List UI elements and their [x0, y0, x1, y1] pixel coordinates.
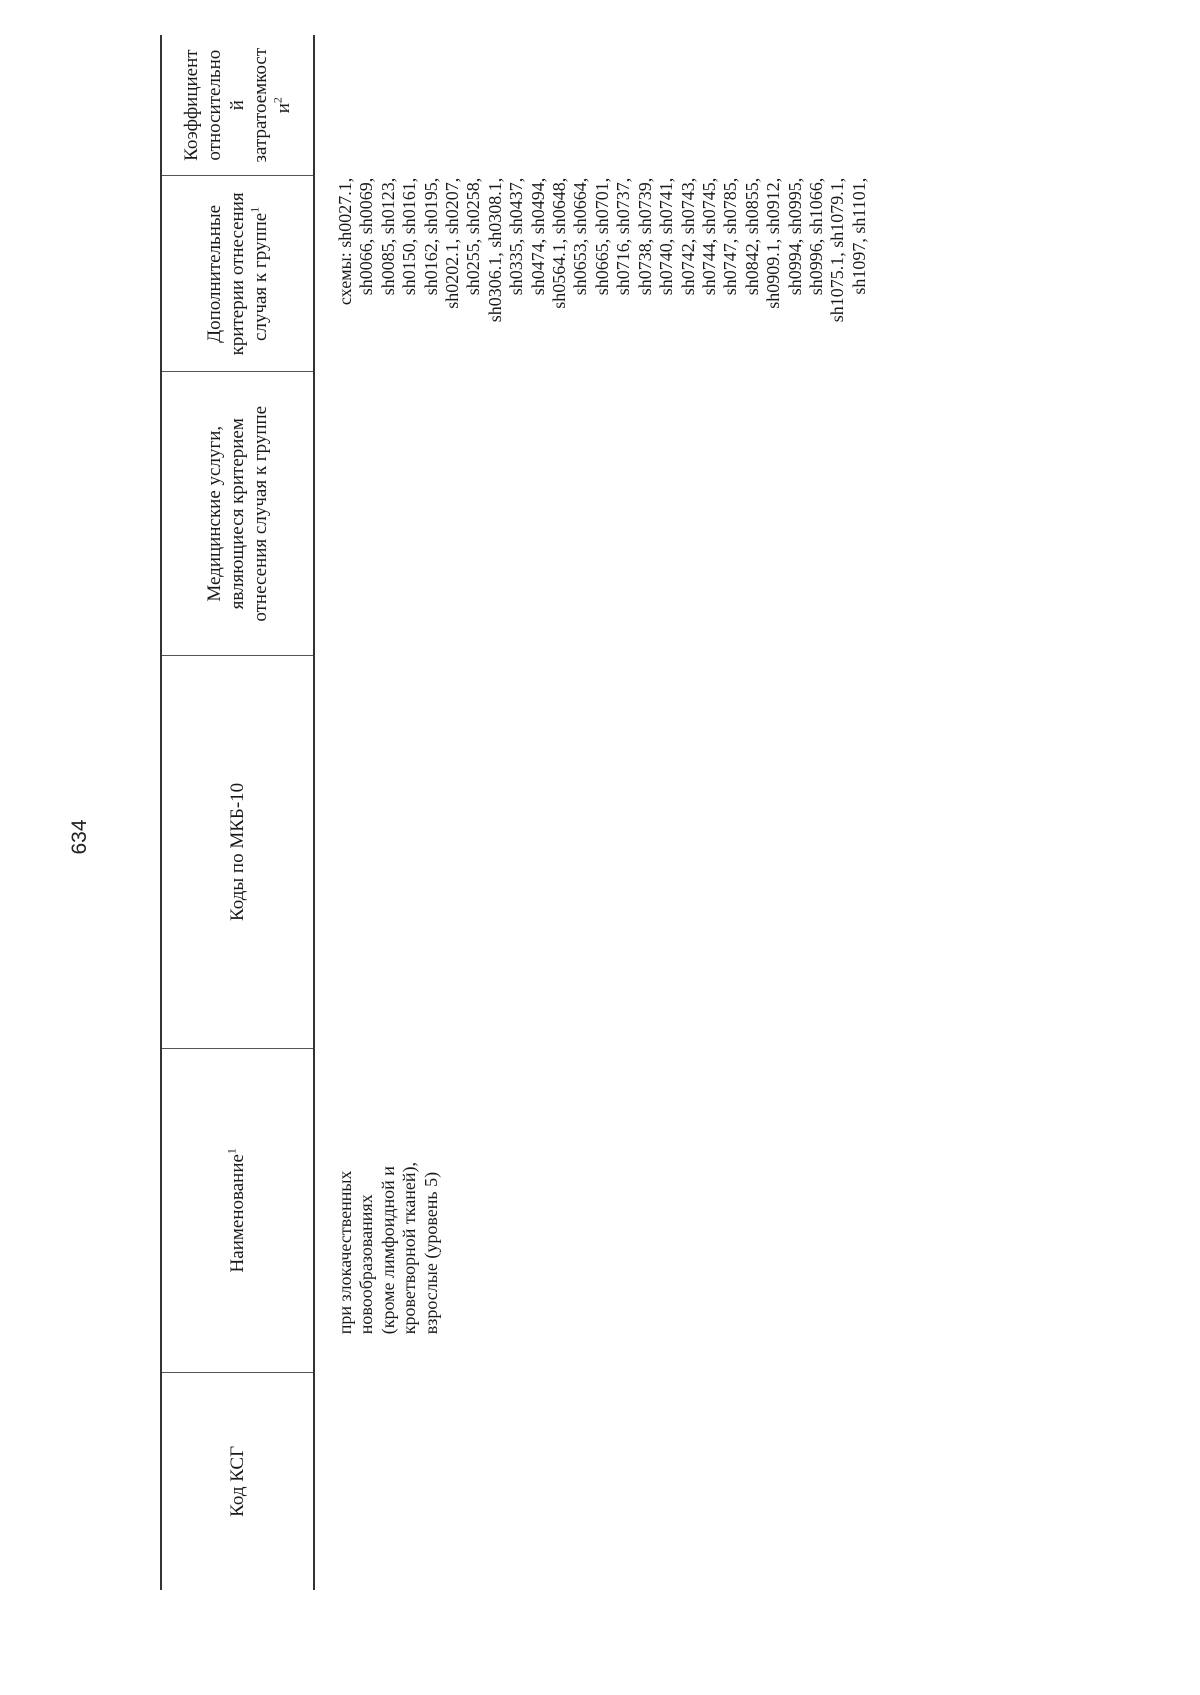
header-koef-line4: и [273, 103, 294, 114]
cell-dop-kriterii [314, 176, 870, 372]
dop-kriterii-line: sh0335, sh0437, [506, 177, 527, 296]
dop-kriterii-line: sh0716, sh0737, [613, 177, 634, 296]
ksg-table [160, 35, 870, 1590]
header-koef-line1: Коэффициент относительно [181, 49, 225, 161]
dop-kriterii-line: sh0474, sh0494, [527, 177, 548, 296]
dop-kriterii-line: sh0742, sh0743, [677, 177, 698, 296]
dop-kriterii-line: sh1097, sh1101, [848, 177, 869, 295]
dop-kriterii-line: sh0202.1, sh0207, [442, 177, 463, 309]
header-koef-line3: затратоемкост [250, 47, 271, 163]
header-dop-kriterii-footnote: 1 [247, 206, 262, 213]
header-kod-ksg [161, 1372, 314, 1590]
dop-kriterii-line: sh0653, sh0664, [570, 177, 591, 296]
page-number: 634 [68, 819, 91, 855]
dop-kriterii-line: sh0306.1, sh0308.1, [484, 177, 505, 323]
naimenovanie-line: новообразованиях [356, 1194, 377, 1335]
header-dop-kriterii [161, 176, 314, 372]
dop-kriterii-line: sh0150, sh0161, [399, 177, 420, 296]
header-naimenovanie-footnote: 1 [224, 1148, 239, 1155]
dop-kriterii-line: sh0994, sh0995, [784, 177, 805, 296]
naimenovanie-line: (кроме лимфоидной и [377, 1166, 398, 1335]
header-naimenovanie [161, 1048, 314, 1372]
dop-kriterii-line: sh0740, sh0741, [656, 177, 677, 296]
cell-kody-mkb [314, 656, 870, 1049]
header-kody-mkb [161, 656, 314, 1049]
naimenovanie-line: при злокачественных [335, 1170, 355, 1335]
header-uslugi [161, 372, 314, 656]
header-dop-kriterii-label: Дополнительные критерии отнесения случая к группе [204, 192, 271, 356]
dop-kriterii-line: sh0996, sh1066, [805, 177, 826, 296]
dop-kriterii-line: sh0255, sh0258, [463, 177, 484, 296]
dop-kriterii-line: sh0738, sh0739, [634, 177, 655, 296]
header-koef-footnote: 2 [270, 97, 285, 104]
header-kody-mkb-label: Коды по МКБ-10 [227, 782, 248, 921]
cell-uslugi [314, 372, 870, 656]
dop-kriterii-line: sh0066, sh0069, [356, 177, 377, 296]
header-kod-ksg-label: Код КСГ [227, 1445, 248, 1517]
header-uslugi-label: Медицинские услуги, являющиеся критерием отнесения случая к группе [204, 405, 271, 622]
header-naimenovanie-label: Наименование [227, 1154, 248, 1273]
table-header-row [161, 35, 314, 1590]
dop-kriterii-line: sh0842, sh0855, [741, 177, 762, 296]
dop-kriterii-line: sh0085, sh0123, [377, 177, 398, 296]
dop-kriterii-line: sh0564.1, sh0648, [549, 177, 570, 309]
table-row [314, 35, 870, 1590]
dop-kriterii-line: схемы: sh0027.1, [335, 177, 355, 306]
dop-kriterii-line: sh1075.1, sh1079.1, [827, 177, 848, 323]
header-koef-line2: й [227, 100, 248, 111]
cell-naimenovanie [314, 1048, 870, 1372]
dop-kriterii-line: sh0909.1, sh0912, [763, 177, 784, 309]
dop-kriterii-line: sh0747, sh0785, [720, 177, 741, 296]
header-koef [161, 35, 314, 176]
cell-koef [314, 35, 870, 176]
naimenovanie-line: взрослые (уровень 5) [420, 1171, 441, 1335]
dop-kriterii-line: sh0162, sh0195, [420, 177, 441, 296]
dop-kriterii-line: sh0744, sh0745, [698, 177, 719, 296]
cell-kod-ksg [314, 1372, 870, 1590]
dop-kriterii-line: sh0665, sh0701, [591, 177, 612, 296]
naimenovanie-line: кроветворной тканей), [399, 1162, 420, 1335]
